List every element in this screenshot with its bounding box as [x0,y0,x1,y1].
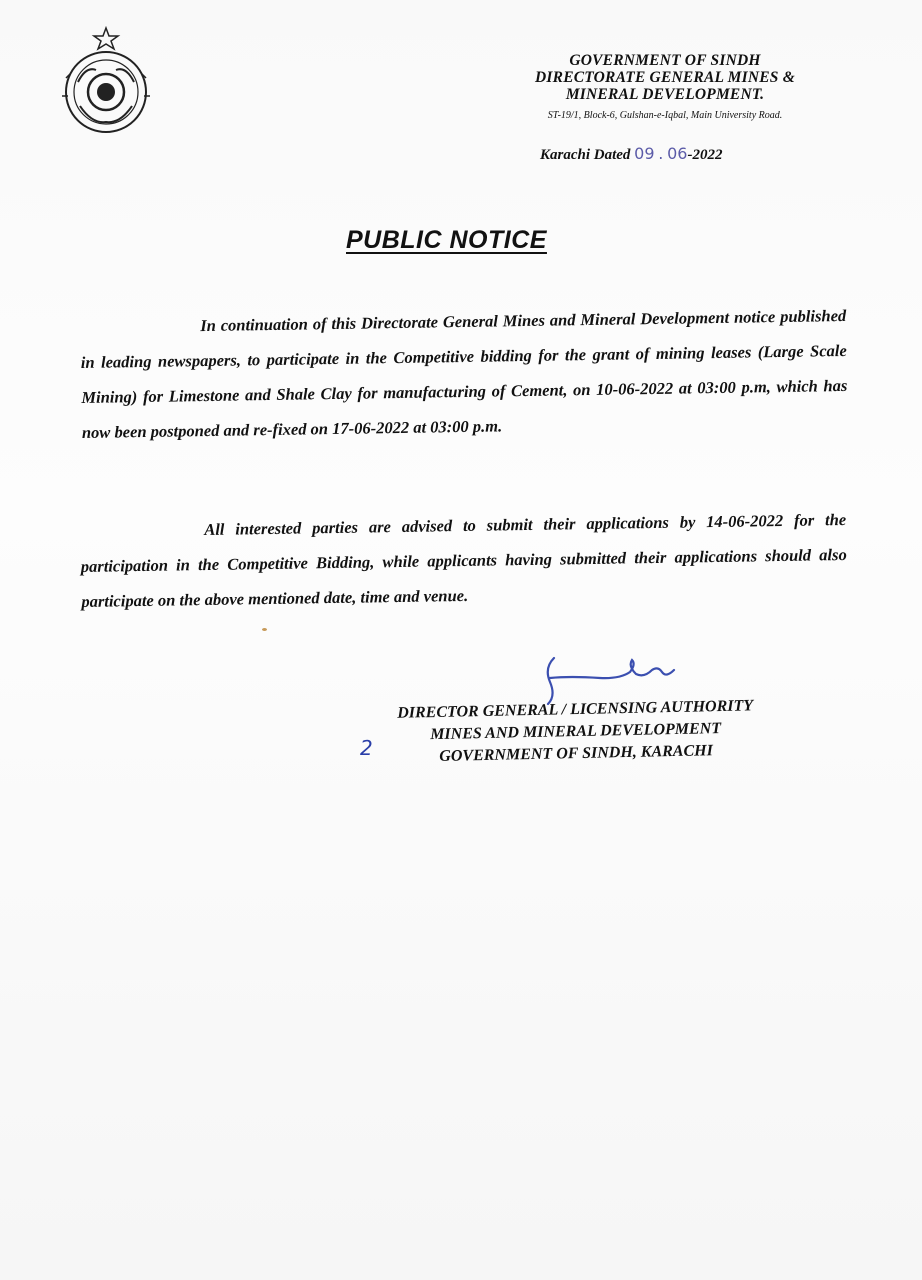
notice-paragraph-1: In continuation of this Directorate General Mines and Mineral Development notice published in leading newspapers, to participate in the Competitive bidding for the grant of mining leases (Large Scale Mining) for Limestone and Shale Clay for manufacturing of Cement, on 10-06-2022 at 03:00 p.m, which has now been postponed and re-fixed on 17-06-2022 at 03:00 p.m. [80,305,848,442]
handwritten-mark: 2 [360,736,373,760]
dated-separator: . [658,144,664,163]
directorate-name-line2: MINERAL DEVELOPMENT. [565,86,765,103]
notice-title: PUBLIC NOTICE [346,226,547,254]
date-line [540,144,722,164]
signatory-government: GOVERNMENT OF SINDH, KARACHI [439,742,714,765]
signatory-block [340,694,811,770]
government-name: GOVERNMENT OF SINDH [569,52,761,69]
government-seal-icon [56,26,156,138]
letterhead [470,52,860,122]
directorate-name-line1: DIRECTORATE GENERAL MINES & [535,69,795,86]
dated-year: -2022 [687,147,723,163]
paper-speck [262,628,267,631]
dated-label: Karachi Dated [540,147,631,163]
signatory-title: DIRECTOR GENERAL / LICENSING AUTHORITY [397,697,754,722]
office-address: ST-19/1, Block-6, Gulshan-e-Iqbal, Main University Road. [547,110,783,121]
signatory-department: MINES AND MINERAL DEVELOPMENT [430,720,722,744]
dated-day: 09 [634,144,655,163]
dated-month: 06 [667,144,688,163]
notice-paragraph-2: All interested parties are advised to submit their applications by 14-06-2022 for the participation in the Competitive Bidding, while applicants having submitted their applications should also participate on the above mentioned date, time and venue. [80,509,847,611]
